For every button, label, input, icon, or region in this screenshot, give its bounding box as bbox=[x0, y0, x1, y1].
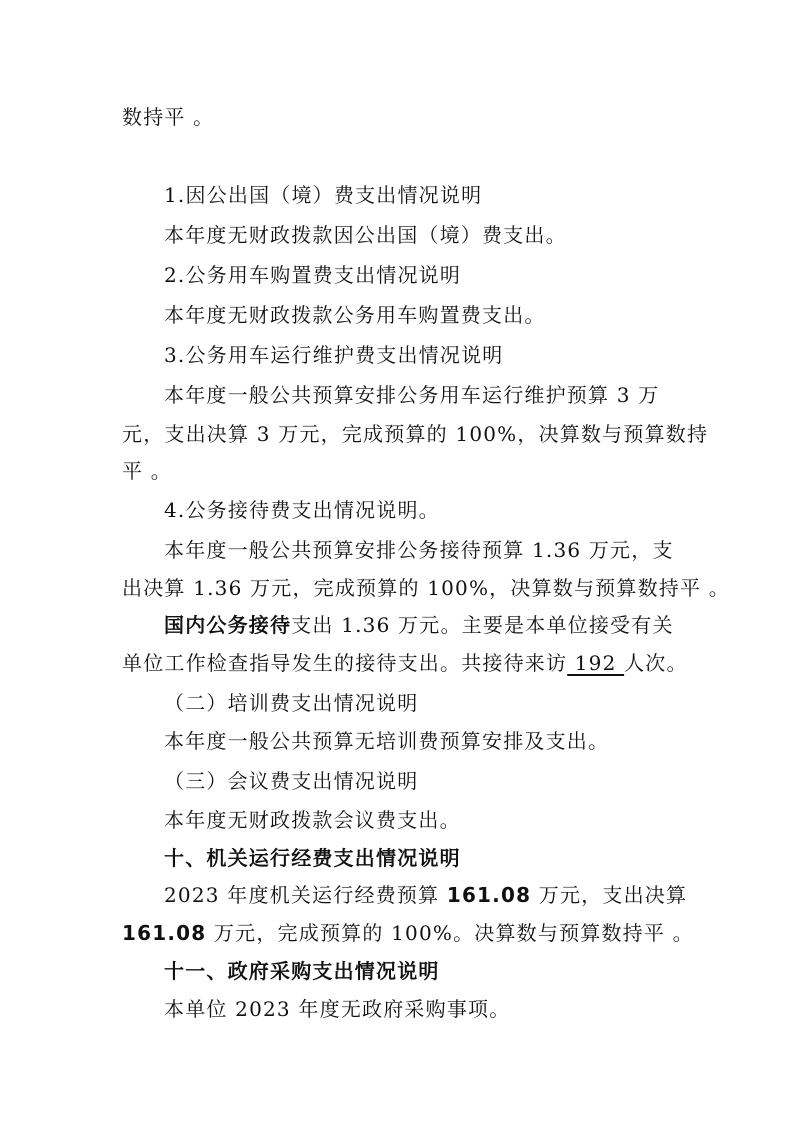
paragraph: 元，支出决算 3 万元，完成预算的 100%，决算数与预算数持 bbox=[122, 422, 709, 446]
section-heading: （二）培训费支出情况说明 bbox=[164, 691, 419, 715]
paragraph: 本年度一般公共预算无培训费预算安排及支出。 bbox=[164, 729, 610, 753]
paragraph: 本年度无财政拨款会议费支出。 bbox=[164, 808, 461, 832]
section-heading: 2.公务用车购置费支出情况说明 bbox=[164, 263, 462, 287]
section-heading: （三）会议费支出情况说明 bbox=[164, 769, 419, 793]
text-run: 支出 1.36 万元。主要是本单位接受有关 bbox=[291, 613, 674, 637]
paragraph: 平 。 bbox=[122, 459, 172, 483]
section-heading: 3.公务用车运行维护费支出情况说明 bbox=[164, 343, 504, 367]
text-run: 万元，完成预算的 100%。决算数与预算数持平 。 bbox=[206, 921, 694, 945]
text-run: 2023 年度机关运行经费预算 bbox=[164, 883, 447, 907]
visitor-count: 192 bbox=[567, 651, 625, 675]
text-run: 人次。 bbox=[624, 651, 688, 675]
paragraph: 出决算 1.36 万元，完成预算的 100%，决算数与预算数持平 。 bbox=[122, 576, 730, 600]
paragraph: 本年度无财政拨款公务用车购置费支出。 bbox=[164, 303, 546, 327]
text-run: 单位工作检查指导发生的接待支出。共接待来访 bbox=[122, 651, 568, 675]
paragraph bbox=[0, 612, 793, 638]
section-heading: 4.公务接待费支出情况说明。 bbox=[164, 498, 440, 522]
paragraph: 本单位 2023 年度无政府采购事项。 bbox=[164, 997, 511, 1021]
paragraph bbox=[0, 882, 793, 908]
paragraph bbox=[0, 920, 793, 946]
paragraph: 本年度一般公共预算安排公务接待预算 1.36 万元，支 bbox=[164, 538, 674, 562]
chapter-heading: 十一、政府采购支出情况说明 bbox=[164, 959, 440, 983]
expenditure-amount: 161.08 bbox=[122, 921, 207, 945]
paragraph bbox=[0, 650, 793, 676]
paragraph: 本年度无财政拨款因公出国（境）费支出。 bbox=[164, 223, 567, 247]
chapter-heading: 十、机关运行经费支出情况说明 bbox=[164, 846, 461, 870]
section-heading: 1.因公出国（境）费支出情况说明 bbox=[164, 183, 483, 207]
budget-amount: 161.08 bbox=[446, 883, 532, 907]
paragraph: 本年度一般公共预算安排公务用车运行维护预算 3 万 bbox=[164, 383, 660, 407]
text-run: 万元，支出决算 bbox=[531, 883, 688, 907]
bold-term: 国内公务接待 bbox=[164, 613, 292, 637]
text-line: 数持平 。 bbox=[122, 105, 215, 129]
